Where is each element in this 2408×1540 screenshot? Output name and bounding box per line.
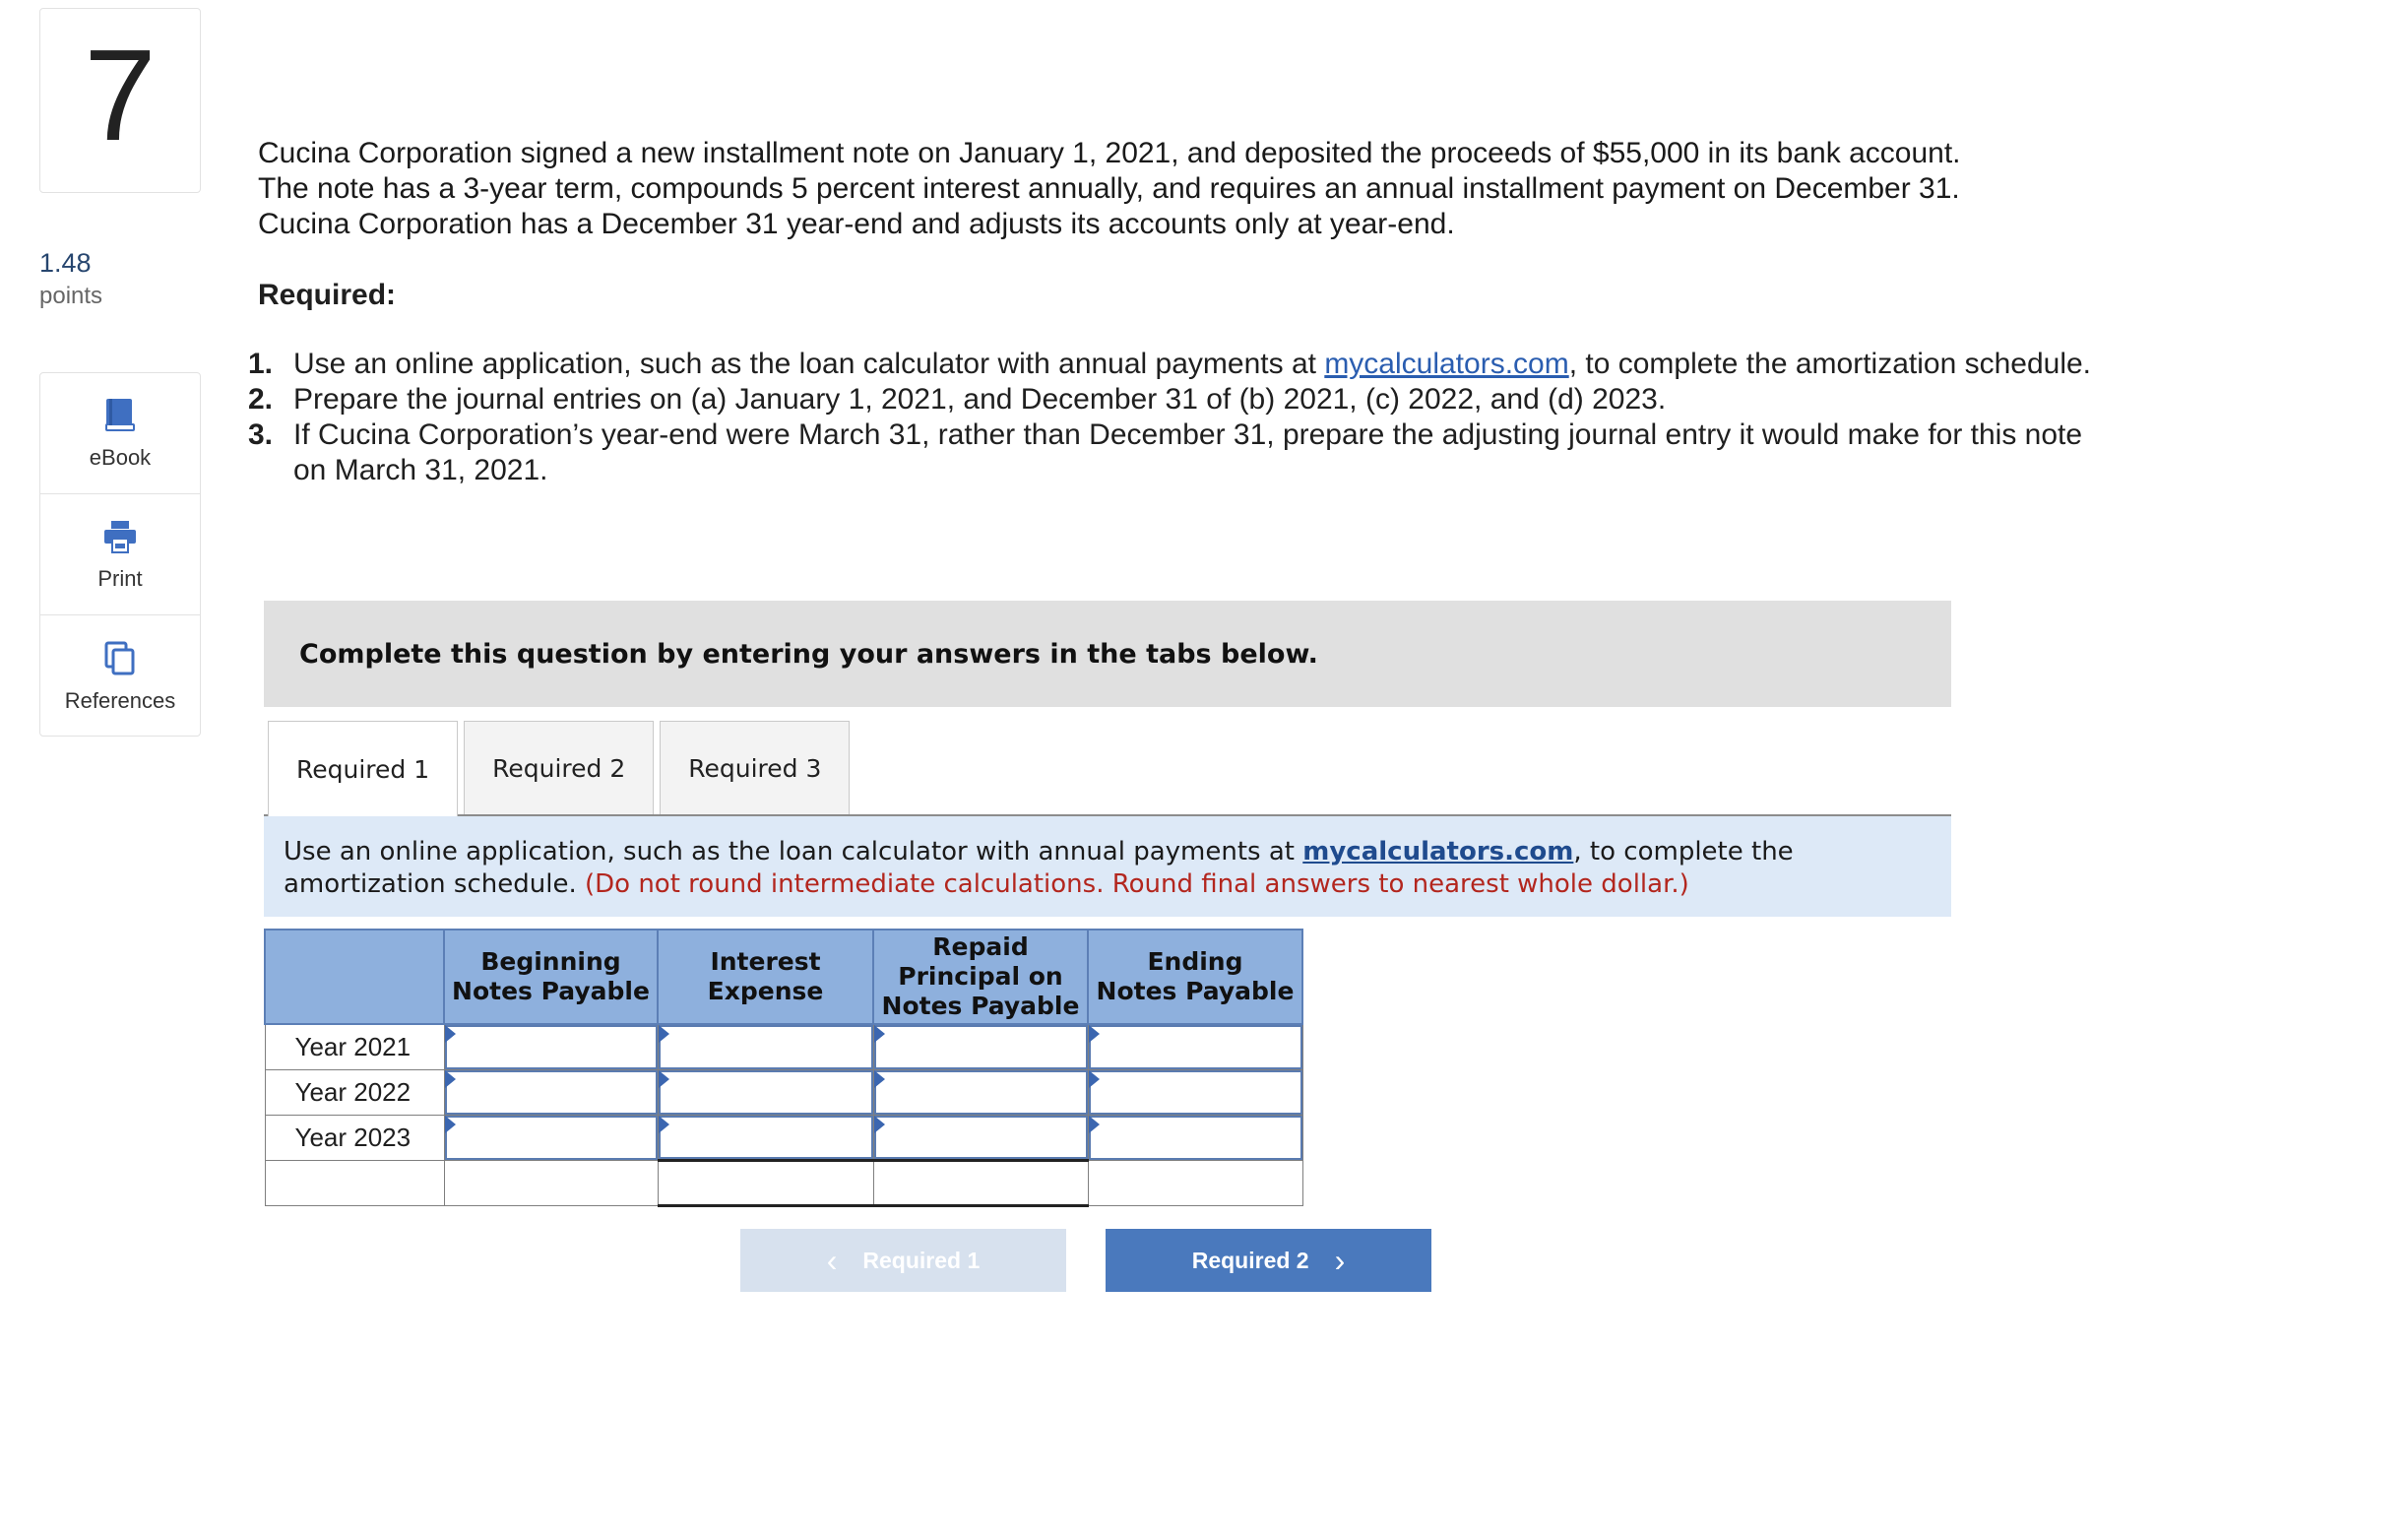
requirement-number: 1. — [248, 348, 274, 380]
row-label-2023: Year 2023 — [265, 1115, 444, 1160]
cell-2023-repaid — [873, 1115, 1088, 1160]
total-repaid-principal — [873, 1160, 1088, 1205]
cell-flag-icon — [1089, 1025, 1100, 1043]
header-repaid-principal: Repaid Principal on Notes Payable — [873, 930, 1088, 1024]
requirement-text: If Cucina Corporation’s year-end were March 31, rather than December 31, prepare the adjusting journal entry it would make for this note on March 31, 2021. — [293, 418, 2083, 486]
cell-flag-icon — [445, 1116, 456, 1133]
intro-line: Cucina Corporation has a December 31 year-end and adjusts its accounts only at year-end. — [258, 208, 1455, 240]
total-blank — [1088, 1160, 1302, 1205]
requirement-item — [248, 417, 2119, 488]
intro-line: Cucina Corporation signed a new installment note on January 1, 2021, and deposited the proceeds of $55,000 in its bank account. — [258, 137, 1961, 169]
cell-2022-repaid — [873, 1069, 1088, 1115]
table-header-row — [265, 930, 1302, 1024]
cell-flag-icon — [445, 1025, 456, 1043]
cell-2022-ending — [1088, 1069, 1302, 1115]
total-blank — [444, 1160, 658, 1205]
requirement-number: 2. — [248, 383, 274, 416]
cell-2023-beginning — [444, 1115, 658, 1160]
total-label-blank — [265, 1160, 444, 1205]
next-button-label: Required 2 — [1191, 1247, 1309, 1273]
requirement-text-pre: Use an online application, such as the loan calculator with annual payments at — [293, 348, 1325, 380]
cell-flag-icon — [445, 1070, 456, 1088]
points-label: points — [39, 283, 103, 309]
header-ending-notes-payable: Ending Notes Payable — [1088, 930, 1302, 1024]
input-2022-repaid-principal[interactable] — [874, 1070, 1088, 1115]
references-label: References — [64, 687, 176, 713]
requirement-text — [293, 347, 2119, 382]
rounding-note: (Do not round intermediate calculations. Round final answers to nearest whole dollar.) — [584, 869, 1689, 899]
instructions-banner: Complete this question by entering your answers in the tabs below. — [264, 601, 1951, 707]
header-blank — [265, 930, 444, 1024]
cell-flag-icon — [1089, 1070, 1100, 1088]
intro-line: The note has a 3-year term, compounds 5 percent interest annually, and requires an annual installment payment on December 31. — [258, 172, 1960, 205]
input-2021-ending-notes-payable[interactable] — [1089, 1025, 1302, 1069]
requirements-list — [248, 347, 2119, 488]
prev-button-label: Required 1 — [862, 1247, 981, 1273]
requirement-number: 3. — [248, 418, 274, 451]
question-intro — [258, 136, 2128, 242]
copy-icon — [100, 639, 140, 678]
requirement-item — [248, 382, 2119, 417]
instructions-text: Use an online application, such as the loan calculator with annual payments at — [284, 837, 1303, 866]
points-value: 1.48 — [39, 248, 92, 278]
input-2023-ending-notes-payable[interactable] — [1089, 1116, 1302, 1160]
input-2022-interest-expense[interactable] — [659, 1070, 873, 1115]
print-button[interactable] — [40, 494, 200, 615]
chevron-left-icon: ‹ — [826, 1243, 838, 1278]
amortization-table — [264, 929, 1303, 1207]
table-row — [265, 1115, 1302, 1160]
input-2022-ending-notes-payable[interactable] — [1089, 1070, 1302, 1115]
input-2021-repaid-principal[interactable] — [874, 1025, 1088, 1069]
cell-flag-icon — [874, 1070, 885, 1088]
requirement-text: Prepare the journal entries on (a) January 1, 2021, and December 31 of (b) 2021, (c) 2022, and (d) 2023. — [293, 383, 1667, 416]
cell-flag-icon — [659, 1116, 669, 1133]
required-heading: Required: — [258, 279, 397, 311]
cell-2021-ending — [1088, 1024, 1302, 1069]
tab-required-2[interactable]: Required 2 — [464, 721, 654, 815]
prev-required-button[interactable] — [740, 1229, 1066, 1292]
input-2023-interest-expense[interactable] — [659, 1116, 873, 1159]
cell-flag-icon — [1089, 1116, 1100, 1133]
question-number-box — [39, 8, 201, 193]
printer-icon — [100, 517, 140, 556]
instructions-text-post: , to complete the amortization schedule. — [284, 837, 1794, 899]
references-button[interactable] — [40, 615, 200, 737]
cell-2021-repaid — [873, 1024, 1088, 1069]
cell-2023-ending — [1088, 1115, 1302, 1160]
cell-2022-interest — [658, 1069, 873, 1115]
requirement-text-post: , to complete the amortization schedule. — [1568, 348, 2092, 380]
total-interest-expense — [658, 1160, 873, 1205]
mycalculators-link-bold[interactable]: mycalculators.com — [1302, 837, 1574, 866]
table-total-row — [265, 1160, 1302, 1205]
next-required-button[interactable] — [1106, 1229, 1431, 1292]
input-2021-beginning-notes-payable[interactable] — [445, 1025, 658, 1069]
requirement-item — [248, 347, 2119, 382]
book-icon — [100, 396, 140, 435]
print-label: Print — [97, 566, 143, 591]
cell-flag-icon — [659, 1070, 669, 1088]
table-row — [265, 1024, 1302, 1069]
header-beginning-notes-payable: Beginning Notes Payable — [444, 930, 658, 1024]
cell-flag-icon — [659, 1025, 669, 1043]
tab-required-3[interactable]: Required 3 — [660, 721, 850, 815]
tab-required-1[interactable]: Required 1 — [268, 721, 458, 816]
cell-2023-interest — [658, 1115, 873, 1160]
row-label-2021: Year 2021 — [265, 1024, 444, 1069]
cell-2021-beginning — [444, 1024, 658, 1069]
cell-2021-interest — [658, 1024, 873, 1069]
ebook-label: eBook — [89, 445, 152, 470]
mycalculators-link[interactable]: mycalculators.com — [1324, 348, 1569, 380]
header-interest-expense: Interest Expense — [658, 930, 873, 1024]
cell-2022-beginning — [444, 1069, 658, 1115]
tab-bar — [268, 721, 855, 815]
input-2023-beginning-notes-payable[interactable] — [445, 1116, 658, 1160]
row-label-2022: Year 2022 — [265, 1069, 444, 1115]
chevron-right-icon: › — [1334, 1243, 1346, 1278]
input-2021-interest-expense[interactable] — [659, 1025, 873, 1069]
table-row — [265, 1069, 1302, 1115]
input-2023-repaid-principal[interactable] — [874, 1116, 1088, 1159]
cell-flag-icon — [874, 1116, 885, 1133]
ebook-button[interactable] — [40, 373, 200, 494]
question-number: 7 — [84, 23, 157, 167]
tab-instructions — [264, 816, 1951, 917]
input-2022-beginning-notes-payable[interactable] — [445, 1070, 658, 1115]
tools-panel — [39, 372, 201, 737]
cell-flag-icon — [874, 1025, 885, 1043]
